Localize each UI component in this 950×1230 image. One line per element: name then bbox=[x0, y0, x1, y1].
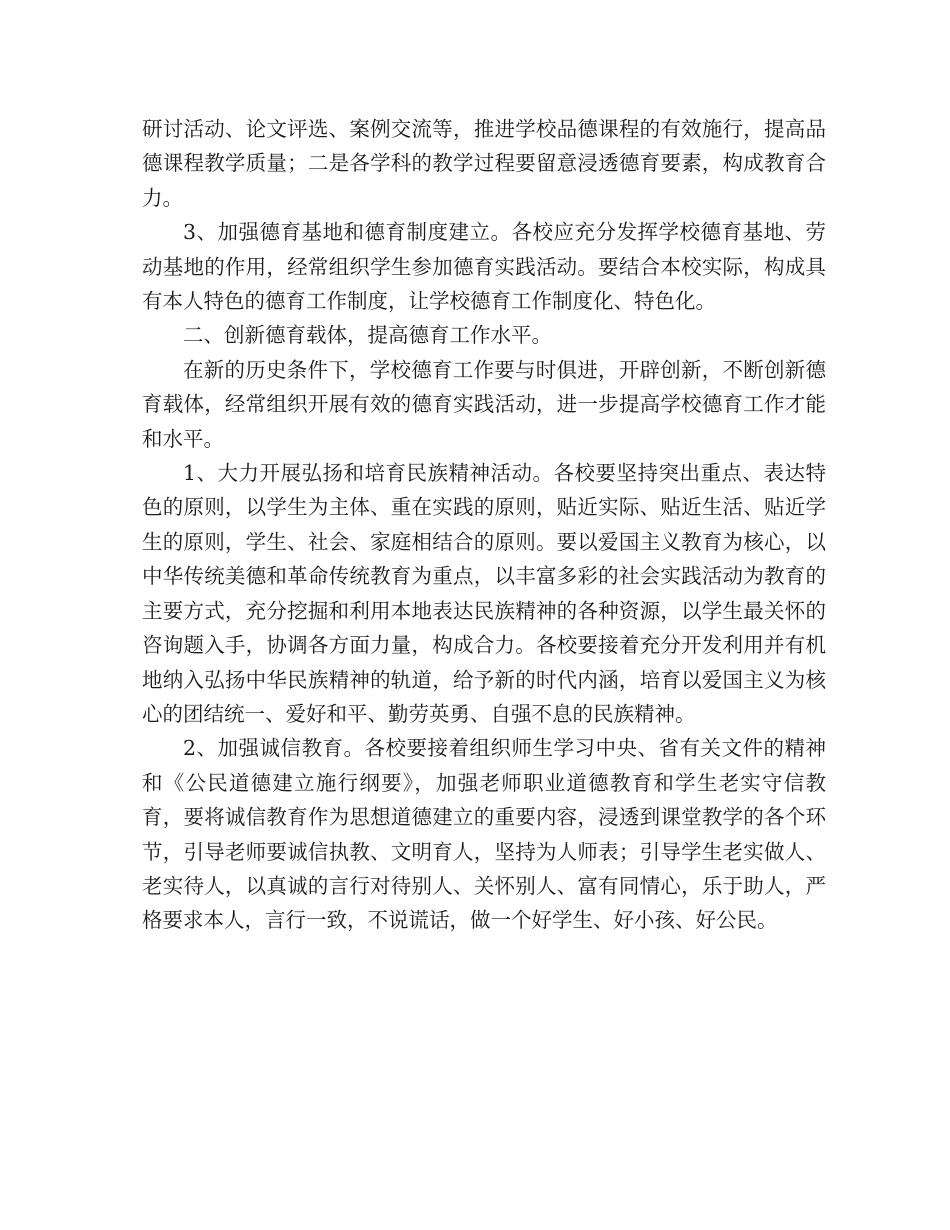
document-body bbox=[142, 112, 826, 938]
section-heading-innovate-carrier: 二、创新德育载体，提高德育工作水平。 bbox=[183, 323, 552, 348]
paragraph-moral-base-system: 3、加强德育基地和德育制度建立。各校应充分发挥学校德育基地、劳动基地的作用，经常组织学生参加德育实践活动。要结合本校实际，构成具有本人特色的德育工作制度，让学校德育工作制度化、特色化。 bbox=[142, 220, 826, 314]
paragraph-integrity-education: 2、加强诚信教育。各校要接着组织师生学习中央、省有关文件的精神和《公民道德建立施行纲要》，加强老师职业道德教育和学生老实守信教育，要将诚信教育作为思想道德建立的重要内容，浸透到课堂教学的各个环节，引导老师要诚信执教、文明育人，坚持为人师表；引导学生老实做人、老实待人，以真诚的言行对待别人、关怀别人、富有同情心，乐于助人，严格要求本人，言行一致，不说谎话，做一个好学生、好小孩、好公民。 bbox=[142, 736, 826, 933]
paragraph-new-historical-conditions: 在新的历史条件下，学校德育工作要与时俱进，开辟创新，不断创新德育载体，经常组织开展有效的德育实践活动，进一步提高学校德育工作才能和水平。 bbox=[142, 357, 826, 451]
paragraph-continuation: 研讨活动、论文评选、案例交流等，推进学校品德课程的有效施行，提高品德课程教学质量；二是各学科的教学过程要留意浸透德育要素，构成教育合力。 bbox=[142, 117, 826, 210]
paragraph-national-spirit: 1、大力开展弘扬和培育民族精神活动。各校要坚持突出重点、表达特色的原则，以学生为主体、重在实践的原则，贴近实际、贴近生活、贴近学生的原则，学生、社会、家庭相结合的原则。要以爱国主义教育为核心，以中华传统美德和革命传统教育为重点，以丰富多彩的社会实践活动为教育的主要方式，充分挖掘和利用本地表达民族精神的各种资源，以学生最关怀的咨询题入手，协调各方面力量，构成合力。各校要接着充分开发利用并有机地纳入弘扬中华民族精神的轨道，给予新的时代内涵，培育以爱国主义为核心的团结统一、爱好和平、勤劳英勇、自强不息的民族精神。 bbox=[142, 461, 826, 726]
